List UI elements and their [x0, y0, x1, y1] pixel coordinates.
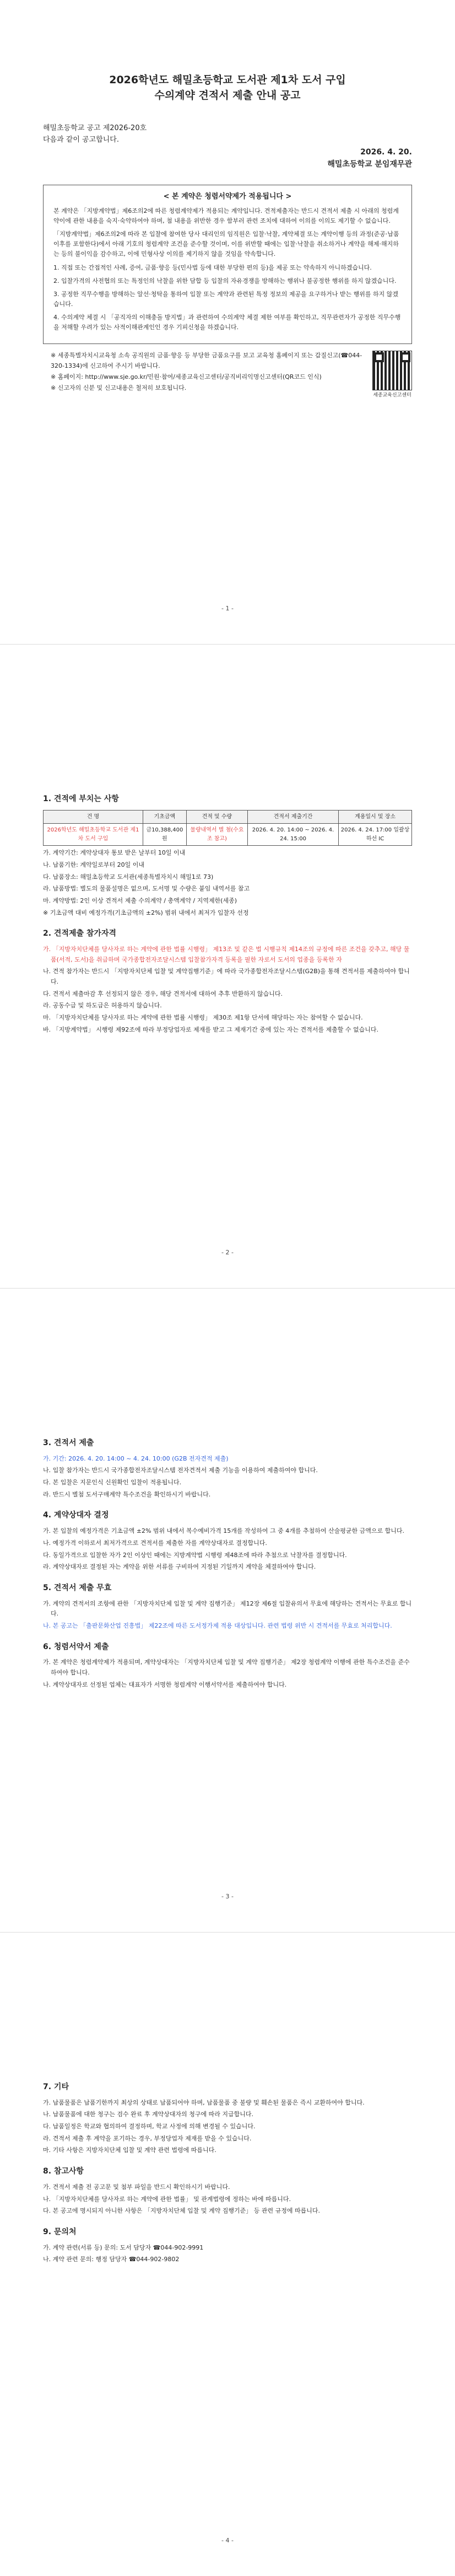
list-item: 마. 계약방법: 2인 이상 견적서 제출 수의계약 / 총액계약 / 지역제한(세종) — [43, 897, 237, 904]
title-line-2: 수의계약 견적서 제출 안내 공고 — [154, 89, 301, 101]
section-1-heading: 1. 견적에 부치는 사항 — [43, 795, 119, 803]
page-1 — [0, 0, 455, 644]
page-3 — [0, 1288, 455, 1932]
pledge-heading: < 본 계약은 청렴서약제가 적용됩니다 > — [163, 192, 292, 201]
integrity-pledge-box — [43, 185, 412, 344]
list-item: 나. 견적 참가자는 반드시 「지방자치단체 입찰 및 계약집행기준」에 따라 국가종합전자조달시스템(G2B)을 통해 견적서를 제출하여야 합니다. — [43, 968, 410, 986]
section-6-list — [43, 1657, 412, 1690]
list-item: 라. 공동수급 및 하도급은 허용하지 않습니다. — [43, 1002, 162, 1010]
title-line-1: 2026학년도 해밀초등학교 도서관 제1차 도서 구입 — [109, 74, 346, 86]
section-5-list — [43, 1599, 412, 1632]
list-item: 다. 납품일정은 학교와 협의하여 결정하며, 학교 사정에 의해 변경될 수 있습니다. — [43, 2123, 256, 2130]
th-opening: 계용일시 및 장소 — [339, 810, 412, 824]
list-item: 나. 납품물품에 대한 청구는 검수 완료 후 계약상대자의 청구에 따라 지급합니다. — [43, 2111, 253, 2118]
qr-code-block — [372, 351, 412, 400]
section-9-list — [43, 2243, 412, 2265]
list-item: 가. 견적서 제출 전 공고문 및 첨부 파일을 반드시 확인하시기 바랍니다. — [43, 2183, 230, 2191]
notice-number: 해밀초등학교 공고 제2026-20호 — [43, 124, 147, 133]
list-item: 나. 계약 관련 문의: 행정 담당자 ☎044-902-9802 — [43, 2256, 180, 2263]
list-item: 가. 계약의 견적서의 조항에 관한 「지방자치단체 입찰 및 계약 집행기준」 제12장 제6절 입찰유의서 무효에 해당하는 견적서는 무효로 합니다. — [43, 1600, 412, 1618]
qr-code-icon — [372, 351, 412, 390]
pledge-item-1: 1. 직접 또는 간접적인 사례, 증여, 금품·향응 등(민사법 등에 대한 부당한 편의 등)을 제공 또는 약속하지 아니하겠습니다. — [53, 264, 372, 271]
section-3-list — [43, 1454, 412, 1500]
th-name: 건 명 — [44, 810, 143, 824]
list-item: 다. 납품장소: 해밀초등학교 도서관(세종특별자치시 해밀1로 73) — [43, 873, 214, 881]
cell-name: 2026학년도 해밀초등학교 도서관 제1차 도서 구입 — [44, 824, 143, 846]
pledge-para-2: 「지방계약법」제6조의2에 따라 본 입찰에 참여한 당사 대리인의 임직원은 입찰·낙찰, 계약체결 또는 계약이행 등의 과정(준공·납품 이후를 포함한다)에서 아래 기호의 청렴계약 조건을 준수할 것이며, 이를 위반할 때에는 입찰·낙찰을 취소하거나 계약을 해제·해지하는 등의 불이익을 감수하고, 이에 민형사상 이의를 제기하지 않을 것임을 약속합니다. — [53, 230, 399, 258]
table-row — [44, 824, 412, 846]
list-item: 라. 견적서 제출 후 계약을 포기하는 경우, 부정당업자 제재를 받을 수 있습니다. — [43, 2134, 252, 2142]
section-4-heading: 4. 계약상대자 결정 — [43, 1511, 109, 1520]
list-item: 가. 계약기간: 계약상대자 통보 받은 날부터 10일 이내 — [43, 849, 186, 857]
qr-caption: 세종교육신고센터 — [373, 393, 411, 399]
pledge-item-3: 3. 공정한 직무수행을 방해하는 알선·청탁을 통하여 입찰 또는 계약과 관련된 특정 정보의 제공을 요구하거나 받는 행위를 하지 않겠습니다. — [53, 290, 398, 308]
report-url[interactable]: ※ 홈페이지: http://www.sje.go.kr/민원·참여/세종교육신고센터/공직비리익명신고센터(QR코드 인식) — [51, 373, 322, 380]
list-item: 마. 「지방자치단체를 당사자로 하는 계약에 관한 법률 시행령」 제30조 제1항 단서에 해당하는 자는 참여할 수 없습니다. — [43, 1014, 363, 1022]
section-1-list — [43, 848, 412, 918]
page-number: - 2 - — [221, 1248, 234, 1256]
pledge-para-1: 본 계약은 「지방계약법」제6조의2에 따른 청렴계약제가 적용되는 계약입니다. 견적제출자는 반드시 견적서 제출 시 아래의 청렴계약이에 관한 내용을 숙지·숙약하여야 하며, 첨 내용을 위반한 경우 함부러 관련 조치에 대하여 이의를 이의도 제기할 수 없습니다. — [53, 207, 399, 225]
date-issuer — [43, 146, 412, 171]
table-header-row — [44, 810, 412, 824]
section-8-list — [43, 2182, 412, 2217]
section-2-heading: 2. 견적제출 참가자격 — [43, 929, 116, 938]
section-4-list — [43, 1526, 412, 1573]
list-item: 가. 납품물품은 납품기한까지 최상의 상태로 납품되어야 하며, 납품물품 중 불량 및 훼손된 물품은 즉시 교환하여야 합니다. — [43, 2099, 365, 2106]
list-item: ※ 기초금액 대비 예정가격(기초금액의 ±2%) 범위 내에서 최저가 입찰자 선정 — [43, 909, 249, 916]
section-2-list — [43, 944, 412, 1035]
list-item: 가. 「지방자치단체를 당사자로 하는 계약에 관한 법률 시행령」 제13조 및 같은 법 시행규칙 제14조의 규정에 따른 조건을 갖추고, 해당 물품(서적, 도서)을 취급하며 국가종합전자조달시스템 입찰참가자격 등록을 필한 자로서 도서의 업종을 등록한 자 — [43, 946, 410, 963]
page-number: - 4 - — [221, 2536, 234, 2544]
cell-base-amount: 금10,388,400원 — [143, 824, 186, 846]
list-item: 다. 본 입찰은 지문인식 신원확인 입찰이 적용됩니다. — [43, 1479, 182, 1486]
section-5-heading: 5. 견적서 제출 무효 — [43, 1583, 112, 1592]
list-item: 나. 본 공고는 「출판문화산업 진흥법」 제22조에 따른 도서정가제 적용 대상입니다. 관련 법령 위반 시 견적서를 무효로 처리합니다. — [43, 1622, 392, 1629]
report-section — [43, 351, 412, 400]
th-base-amount: 기초금액 — [143, 810, 186, 824]
document-title — [43, 0, 412, 103]
notice-date: 2026. 4. 20. — [360, 147, 412, 157]
list-item: 나. 입찰 참가자는 반드시 국가종합전자조달시스템 전자견적서 제출 기능을 이용하여 제출하여야 합니다. — [43, 1467, 318, 1474]
section-9-heading: 9. 문의처 — [43, 2227, 77, 2236]
pledge-item-4: 4. 수의계약 체결 시 「공직자의 이해충돌 방지법」과 관련하여 수의계약 체결 제한 여부를 확인하고, 직무관련자가 공정한 직무수행을 저해할 우려가 있는 사적이해관계인인 경우 기피신청을 하겠습니다. — [53, 314, 401, 331]
list-item: 가. 본 입찰의 예정가격은 기초금액 ±2% 범위 내에서 복수예비가격 15개를 작성하여 그 중 4개를 추첨하여 산술평균한 금액으로 합니다. — [43, 1527, 405, 1535]
report-list — [43, 351, 372, 394]
page-number: - 1 - — [221, 604, 234, 612]
report-note: ※ 신고자의 신분 및 신고내용은 철저히 보호됩니다. — [51, 384, 187, 391]
list-item: 가. 기간: 2026. 4. 20. 14:00 ~ 4. 24. 10:00 (G2B 전자견적 제출) — [43, 1455, 229, 1462]
section-7-heading: 7. 기타 — [43, 2083, 69, 2091]
list-item: 나. 「지방자치단체를 당사자로 하는 계약에 관한 법률」 및 관계법령에 정하는 바에 따릅니다. — [43, 2195, 291, 2203]
list-item: 라. 납품방법: 별도의 물품설명은 없으며, 도서명 및 수량은 붙임 내역서를 참고 — [43, 885, 250, 893]
list-item: 다. 견적서 제출마감 후 선정되지 않은 경우, 해당 견적서에 대하여 추후 반환하지 않습니다. — [43, 990, 283, 997]
list-item: 가. 본 계약은 청렴계약제가 적용되며, 계약상대자는 「지방자치단체 입찰 및 계약 집행기준」 제2장 청렴계약 이행에 관한 특수조건을 준수하여야 합니다. — [43, 1659, 410, 1676]
report-heading: ※ 세종특별자치시교육청 소속 공직원의 금품·향응 등 부당한 금품요구를 보고 교육청 홈페이지 또는 갑질신고(☎044-320-1334)에 신고하여 주시기 바랍니다. — [51, 352, 362, 369]
section-6-heading: 6. 청렴서약서 제출 — [43, 1642, 109, 1651]
page-4 — [0, 1932, 455, 2576]
list-item: 바. 「지방계약법」 시행령 제92조에 따라 부정당업자로 제재를 받고 그 제재기간 중에 있는 자는 견적서를 제출할 수 없습니다. — [43, 1026, 378, 1033]
cell-quantity: 물량내역서 별 첨(수요조 참고) — [186, 824, 247, 846]
cell-opening: 2026. 4. 24. 17:00 일괄상하선 IC — [339, 824, 412, 846]
list-item: 마. 기타 사항은 지방자치단체 입찰 및 계약 관련 법령에 따릅니다. — [43, 2146, 216, 2154]
section-3-heading: 3. 견적서 제출 — [43, 1439, 94, 1447]
list-item: 라. 계약상대자로 결정된 자는 계약을 위한 서류를 구비하여 지정된 기일까지 계약을 체결하여야 합니다. — [43, 1563, 316, 1571]
list-item: 라. 반드시 별첨 도서구매계약 특수조건을 확인하시기 바랍니다. — [43, 1490, 211, 1498]
pledge-item-2: 2. 입찰가격의 사전협의 또는 특정인의 낙찰을 위한 담합 등 입찰의 자유경쟁을 방해하는 행위나 불공정한 행위를 하지 않겠습니다. — [53, 277, 397, 285]
notice-text: 다음과 같이 공고합니다. — [43, 135, 119, 144]
th-period: 견적서 제출기간 — [247, 810, 338, 824]
list-item: 다. 본 공고에 명시되지 아니한 사항은 「지방자치단체 입찰 및 계약 집행기준」 등 관련 규정에 따릅니다. — [43, 2207, 320, 2215]
bid-summary-table — [43, 810, 412, 846]
list-item: 나. 예정가격 이하로서 최저가격으로 견적서를 제출한 자를 계약상대자로 결정합니다. — [43, 1539, 267, 1547]
cell-period: 2026. 4. 20. 14:00 ~ 2026. 4. 24. 15:00 — [247, 824, 338, 846]
section-7-list — [43, 2098, 412, 2156]
notice-block — [43, 123, 412, 146]
page-2 — [0, 644, 455, 1288]
issuer: 해밀초등학교 분임재무관 — [327, 160, 412, 169]
page-number: - 3 - — [221, 1892, 234, 1900]
list-item: 나. 계약상대자로 선정된 업체는 대표자가 서명한 청렴계약 이행서약서를 제출하여야 합니다. — [43, 1681, 287, 1688]
section-8-heading: 8. 참고사항 — [43, 2167, 84, 2176]
list-item: 나. 납품기한: 계약일로부터 20일 이내 — [43, 861, 144, 868]
th-quantity: 견적 및 수량 — [186, 810, 247, 824]
list-item: 다. 동일가격으로 입찰한 자가 2인 이상인 때에는 지방계약법 시행령 제48조에 따라 추첨으로 낙찰자를 결정합니다. — [43, 1551, 347, 1559]
list-item: 가. 계약 관련(서류 등) 문의: 도서 담당자 ☎044-902-9991 — [43, 2244, 204, 2251]
